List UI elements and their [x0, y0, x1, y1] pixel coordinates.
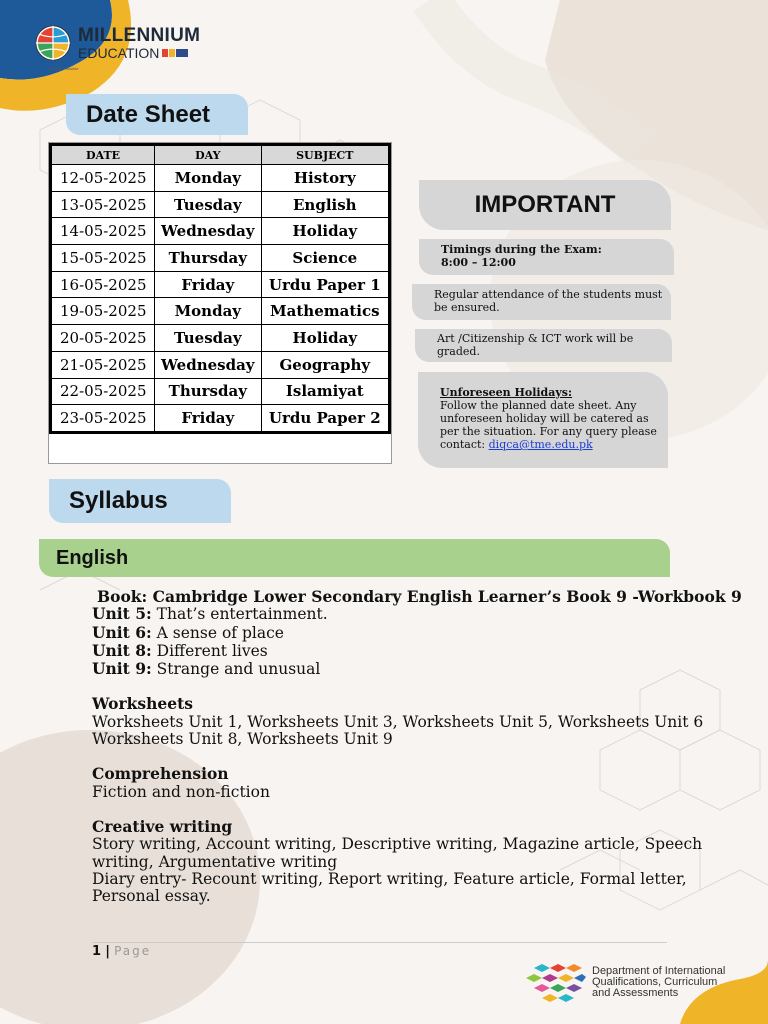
logo-tagline: Imagine Possible	[48, 66, 79, 71]
logo-line2: EDUCATION	[78, 45, 160, 61]
unit-title: Strange and unusual	[151, 660, 321, 679]
header-day: DAY	[155, 145, 262, 165]
worksheets-line1: Worksheets Unit 1, Worksheets Unit 3, Worksheets Unit 5, Worksheets Unit 6	[92, 712, 704, 731]
day-cell: Tuesday	[155, 325, 262, 352]
unit-title: Different lives	[151, 641, 268, 660]
day-cell: Friday	[155, 271, 262, 298]
unit-label: Unit 5:	[92, 604, 152, 624]
timings-note	[419, 239, 674, 275]
department-line3: and Assessments	[592, 986, 679, 999]
table-row	[51, 245, 390, 272]
comprehension-heading: Comprehension	[92, 764, 229, 784]
table-row	[51, 405, 390, 433]
day-cell: Thursday	[155, 245, 262, 272]
table-row	[51, 218, 390, 245]
timings-label: Timings during the Exam:	[441, 243, 602, 256]
date-cell: 14-05-2025	[51, 218, 155, 245]
subject-cell: Urdu Paper 1	[261, 271, 389, 298]
unit-label: Unit 8:	[92, 640, 152, 660]
millennium-logo	[34, 24, 201, 71]
creative-line1: Story writing, Account writing, Descriptive writing, Magazine article, Speech	[92, 835, 703, 854]
department-logo	[524, 960, 752, 1004]
date-cell: 13-05-2025	[51, 191, 155, 218]
date-sheet-table	[49, 143, 391, 434]
day-cell: Wednesday	[155, 351, 262, 378]
subject-cell: Islamiyat	[261, 378, 389, 405]
table-row	[51, 271, 390, 298]
unit-label: Unit 9:	[92, 659, 152, 679]
table-row	[51, 298, 390, 325]
unit-list	[92, 605, 682, 678]
day-cell: Wednesday	[155, 218, 262, 245]
date-cell: 12-05-2025	[51, 165, 155, 192]
creative-line3: Diary entry- Recount writing, Report writing, Feature article, Formal letter,	[92, 869, 687, 888]
table-row	[51, 378, 390, 405]
page-number: 1	[92, 944, 102, 959]
creative-line4: Personal essay.	[92, 887, 211, 906]
table-row	[51, 191, 390, 218]
page-separator: |	[105, 944, 110, 959]
date-cell: 23-05-2025	[51, 405, 155, 433]
day-cell: Monday	[155, 165, 262, 192]
unit-label: Unit 6:	[92, 622, 152, 642]
day-cell: Friday	[155, 405, 262, 433]
book-title: Book: Cambridge Lower Secondary English Learner’s Book 9 -Workbook 9	[97, 587, 742, 606]
unit-item	[92, 660, 682, 678]
day-cell: Thursday	[155, 378, 262, 405]
page-footer	[92, 944, 151, 959]
date-cell: 15-05-2025	[51, 245, 155, 272]
date-cell: 20-05-2025	[51, 325, 155, 352]
table-header-row	[51, 145, 390, 165]
attendance-note: Regular attendance of the students must be ensured.	[412, 284, 671, 320]
worksheets-line2: Worksheets Unit 8, Worksheets Unit 9	[92, 730, 393, 749]
unit-title: A sense of place	[151, 623, 284, 642]
table-row	[51, 325, 390, 352]
date-sheet-heading: Date Sheet	[66, 94, 248, 135]
logo-color-bars	[162, 49, 188, 57]
important-heading: IMPORTANT	[419, 180, 671, 230]
unit-title: That’s entertainment.	[151, 605, 328, 624]
subject-cell: History	[261, 165, 389, 192]
subject-cell: Mathematics	[261, 298, 389, 325]
date-sheet-table-container	[48, 142, 392, 464]
subject-cell: Urdu Paper 2	[261, 405, 389, 433]
department-line2: Qualifications, Curriculum	[592, 975, 718, 988]
holidays-text: Follow the planned date sheet. Any unforeseen holiday will be catered as per the situation. For any query please contact:	[440, 399, 657, 451]
page-label: Page	[114, 944, 152, 958]
syllabus-heading: Syllabus	[49, 479, 231, 523]
unit-item	[92, 642, 682, 660]
subject-cell: Geography	[261, 351, 389, 378]
subject-cell: Holiday	[261, 325, 389, 352]
subject-cell: Science	[261, 245, 389, 272]
holidays-note	[418, 372, 668, 468]
unit-item	[92, 605, 682, 623]
mosaic-logo-icon	[524, 960, 586, 1004]
creative-writing-heading: Creative writing	[92, 816, 233, 836]
worksheets-heading: Worksheets	[92, 694, 193, 714]
logo-line1: MILLENNIUM	[78, 25, 201, 46]
subject-cell: Holiday	[261, 218, 389, 245]
date-cell: 21-05-2025	[51, 351, 155, 378]
contact-email-link[interactable]: diqca@tme.edu.pk	[488, 438, 593, 451]
english-subject-bar: English	[39, 539, 670, 577]
globe-icon	[34, 24, 72, 62]
day-cell: Tuesday	[155, 191, 262, 218]
header-date: DATE	[51, 145, 155, 165]
creative-line2: writing, Argumentative writing	[92, 852, 338, 871]
holidays-heading: Unforeseen Holidays:	[440, 386, 573, 399]
date-cell: 22-05-2025	[51, 378, 155, 405]
timings-value: 8:00 – 12:00	[441, 256, 516, 269]
department-line1: Department of International	[592, 964, 726, 977]
day-cell: Monday	[155, 298, 262, 325]
unit-item	[92, 624, 682, 642]
date-cell: 19-05-2025	[51, 298, 155, 325]
footer-divider	[92, 942, 667, 943]
table-row	[51, 351, 390, 378]
english-syllabus-content	[92, 587, 742, 906]
date-cell: 16-05-2025	[51, 271, 155, 298]
header-subject: SUBJECT	[261, 145, 389, 165]
subject-cell: English	[261, 191, 389, 218]
table-row	[51, 165, 390, 192]
graded-note: Art /Citizenship & ICT work will be graded.	[415, 329, 672, 362]
comprehension-text: Fiction and non-fiction	[92, 782, 270, 801]
